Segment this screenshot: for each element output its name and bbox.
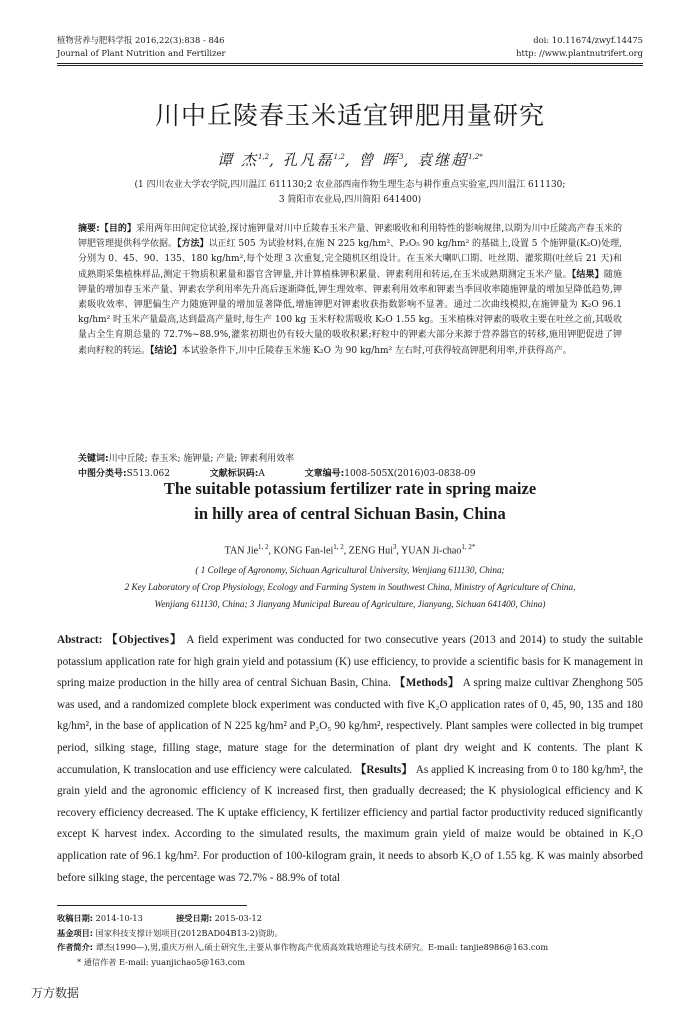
watermark: 万方数据 xyxy=(31,986,80,1000)
zh-obj-label: 【目的】 xyxy=(99,224,137,234)
doc-code-label: 文献标识码: xyxy=(209,469,259,479)
en-results-text: As applied K increasing from 0 to 180 kg/hm², the grain yield and the agronomic efficiency of K increased first, then gradually decreased; the K physiological efficiency and K recovery efficiency decreased. The K uptake efficiency, K fertilizer efficiency and partial factor productivity reduced significantly except K harvest index. According to the simulated results, the maximum grain yield of maize would be obtained in K₂O application rate of 96.1 kg/hm². For production of 100-kilogram grain, it needs to absorb K₂O of 1.55 kg. K was mainly absorbed before silking stage, the percentage was 72.7% - 88.9% of total xyxy=(57,763,644,884)
zh-keywords-label: 关键词: xyxy=(78,454,109,464)
doi: doi: 10.11674/zwyf.14475 xyxy=(533,35,643,45)
en-results-label: 【Results】 xyxy=(355,763,413,776)
zh-author: 谭 杰 xyxy=(217,151,258,169)
zh-author-sup: 1,2 xyxy=(257,153,270,161)
zh-concl-text: 本试验条件下,川中丘陵春玉米施 K₂O 为 90 kg/hm² 左右时,可获得较高钾肥利用率,并获得高产。 xyxy=(181,345,572,356)
fund-label: 基金项目: xyxy=(57,927,94,938)
zh-methods-label: 【方法】 xyxy=(177,239,209,250)
zh-author: 曾 晖 xyxy=(358,151,400,169)
en-author-sup: 1, 2 xyxy=(258,543,269,551)
header-rule xyxy=(57,63,643,64)
en-obj-label: 【Objectives】 xyxy=(106,634,183,646)
en-affiliations xyxy=(56,562,644,613)
zh-author-sup: 3 xyxy=(399,153,404,161)
en-author-sup: 1, 2 xyxy=(333,543,344,551)
journal-url[interactable]: http: //www.plantnutrifert.org xyxy=(516,48,643,58)
bio-line xyxy=(57,940,643,955)
zh-author: 孔凡磊 xyxy=(282,151,334,169)
journal-cn: 植物营养与肥料学报 2016,22(3):838 - 846 xyxy=(57,35,225,45)
accepted-date: 2015-03-12 xyxy=(214,913,262,923)
zh-abstract-label: 摘要: xyxy=(78,224,100,234)
doc-code-value: A xyxy=(258,469,265,479)
fund-line xyxy=(57,926,643,941)
bio-text: 谭杰(1990—),男,重庆万州人,硕士研究生,主要从事作物高产优质高效栽培理论与技术研究。E-mail: tanjie8986@163.com xyxy=(95,942,549,952)
en-methods-label: 【Methods】 xyxy=(394,677,460,690)
zh-aff-line: (1 四川农业大学农学院,四川温江 611130;2 农业部西南作物生理生态与耕作重点实验室,四川温江 611130; xyxy=(134,180,566,190)
en-title-line: in hilly area of central Sichuan Basin, China xyxy=(194,504,506,523)
en-authors: TAN Jie$^{1, 2}$, KONG Fan-lei$^{1, 2}$, ZENG Hui$^3$, YUAN Ji-chao$^{1, 2*}$ xyxy=(224,543,476,557)
zh-keywords xyxy=(78,452,622,466)
received-label: 收稿日期: xyxy=(57,913,94,923)
en-methods-text: A spring maize cultivar Zhenghong 505 was used, and a randomized complete block experiment was conducted with five K₂O application rates of 0, 45, 90, 135 and 180 kg/hm², in the base of application of N 225 kg/hm² and P₂O₅ 90 kg/hm², respectively. Plant samples were collected in big trumpet period, silking stage, filling stage, mature stage for the determination of plant dry weight and K contents. The plant K accumulation, K translocation and use efficiency were calculated. xyxy=(57,677,644,776)
en-aff-line: Wenjiang 611130, China; 3 Jianyang Municipal Bureau of Agriculture, Jianyang, Sichuan 641400, China) xyxy=(154,599,546,609)
en-obj-text: A field experiment was conducted for two consecutive years (2013 and 2014) to study the suitable potassium application rate for high grain yield and potassium (K) use efficiency, to provide a scientific basis for K management in spring maize production in the hilly area of central Sichuan Basin, China. xyxy=(57,634,644,690)
en-abstract-label: Abstract: xyxy=(57,634,103,646)
zh-results-text: 随施钾量的增加春玉米产量、钾素农学利用率先升高后逐渐降低,钾生理效率、钾素利用效率和钾素当季回收率随施钾量的增加呈降低趋势,钾素吸收效率、钾肥偏生产力随施钾量的增加显著降低,增施钾肥对钾素收获指数影响不显著。通过二次曲线模拟,在施钾量为 K₂O 96.1 kg/hm² 时玉米产量最高,达到最高产量时,每生产 100 kg 玉米籽粒需吸收 K₂O 1.55 kg。玉米植株对钾素的吸收主要在吐丝之前,其吸收量占全生育期总量的 72.7%~88.9%,灌浆初期也仍有较大量的吸收积累;籽粒中的钾素大部分来源于营养器官的转移,施用钾肥促进了钾素向籽粒的转运。 xyxy=(78,269,622,356)
zh-obj-text: 采用两年田间定位试验,探讨施钾量对川中丘陵春玉米产量、钾素吸收和利用特性的影响规律,以期为川中丘陵高产春玉米的钾肥管理提供科学依据。 xyxy=(78,224,622,250)
zh-abstract xyxy=(78,222,622,359)
zh-methods-text: 以正红 505 为试验材料,在施 N 225 kg/hm²、P₂O₅ 90 kg/hm² 的基础上,设置 5 个施钾量(K₂O)处理,分别为 0、45、90、135、180 kg/hm²,每个处理 3 次重复,完全随机区组设计。在玉米大喇叭口期、吐丝期、灌浆期(吐丝后 21 天)和成熟期采集植株样品,测定干物质积累量和器官含钾量,并计算植株钾积累量、钾素利用和转运,在玉米成熟期测定玉米产量。 xyxy=(78,239,622,280)
fund-text: 国家科技支撑计划项目(2012BAD04B13-2)资助。 xyxy=(95,927,283,938)
zh-author-sup: 1,2* xyxy=(468,153,483,161)
zh-author-sup: 1,2 xyxy=(333,153,345,161)
en-author: KONG Fan-lei xyxy=(273,545,334,557)
header-rule-thin xyxy=(57,65,643,66)
en-abstract xyxy=(57,630,643,889)
dates-line xyxy=(57,911,643,926)
en-author: YUAN Ji-chao xyxy=(401,545,462,557)
zh-concl-label: 【结论】 xyxy=(150,345,182,356)
en-aff-line: 2 Key Laboratory of Crop Physiology, Ecology and Farming System in Southwest China, Ministry of Agriculture of China, xyxy=(124,582,576,592)
en-author-sup: 3 xyxy=(392,543,397,551)
journal-en: Journal of Plant Nutrition and Fertilizer xyxy=(57,48,226,58)
zh-results-label: 【结果】 xyxy=(571,269,604,280)
corresponding-line: * 通信作者 E-mail: yuanjichao5@163.com xyxy=(77,956,245,967)
bio-label: 作者简介: xyxy=(57,942,94,952)
zh-title: 川中丘陵春玉米适宜钾肥用量研究 xyxy=(154,101,545,130)
zh-authors: 谭 杰$^{1,2}$, 孔凡磊$^{1,2}$, 曾 晖$^3$, 袁继超$^{1,2*}$ xyxy=(217,151,483,169)
article-no-value: 1008-505X(2016)03-0838-09 xyxy=(344,469,476,479)
zh-aff-line: 3 简阳市农业局,四川简阳 641400) xyxy=(278,195,422,205)
received-date: 2014-10-13 xyxy=(95,913,143,923)
article-no-label: 文章编号: xyxy=(304,469,345,479)
cls-value: S513.062 xyxy=(126,469,170,479)
cls-label: 中图分类号: xyxy=(78,469,127,479)
zh-keywords-text: 川中丘陵; 春玉米; 施钾量; 产量; 钾素利用效率 xyxy=(108,454,295,464)
en-title xyxy=(0,476,700,526)
zh-affiliations xyxy=(70,178,630,208)
en-aff-line: ( 1 College of Agronomy, Sichuan Agricultural University, Wenjiang 611130, China; xyxy=(195,565,505,575)
footnote-rule xyxy=(57,905,247,906)
footnotes xyxy=(57,911,643,969)
en-title-line: The suitable potassium fertilizer rate in spring maize xyxy=(163,479,537,498)
zh-author: 袁继超 xyxy=(417,151,469,169)
en-author: ZENG Hui xyxy=(348,545,393,557)
en-author-sup: 1, 2* xyxy=(461,543,476,551)
en-author: TAN Jie xyxy=(224,545,259,557)
accepted-label: 接受日期: xyxy=(176,913,213,923)
